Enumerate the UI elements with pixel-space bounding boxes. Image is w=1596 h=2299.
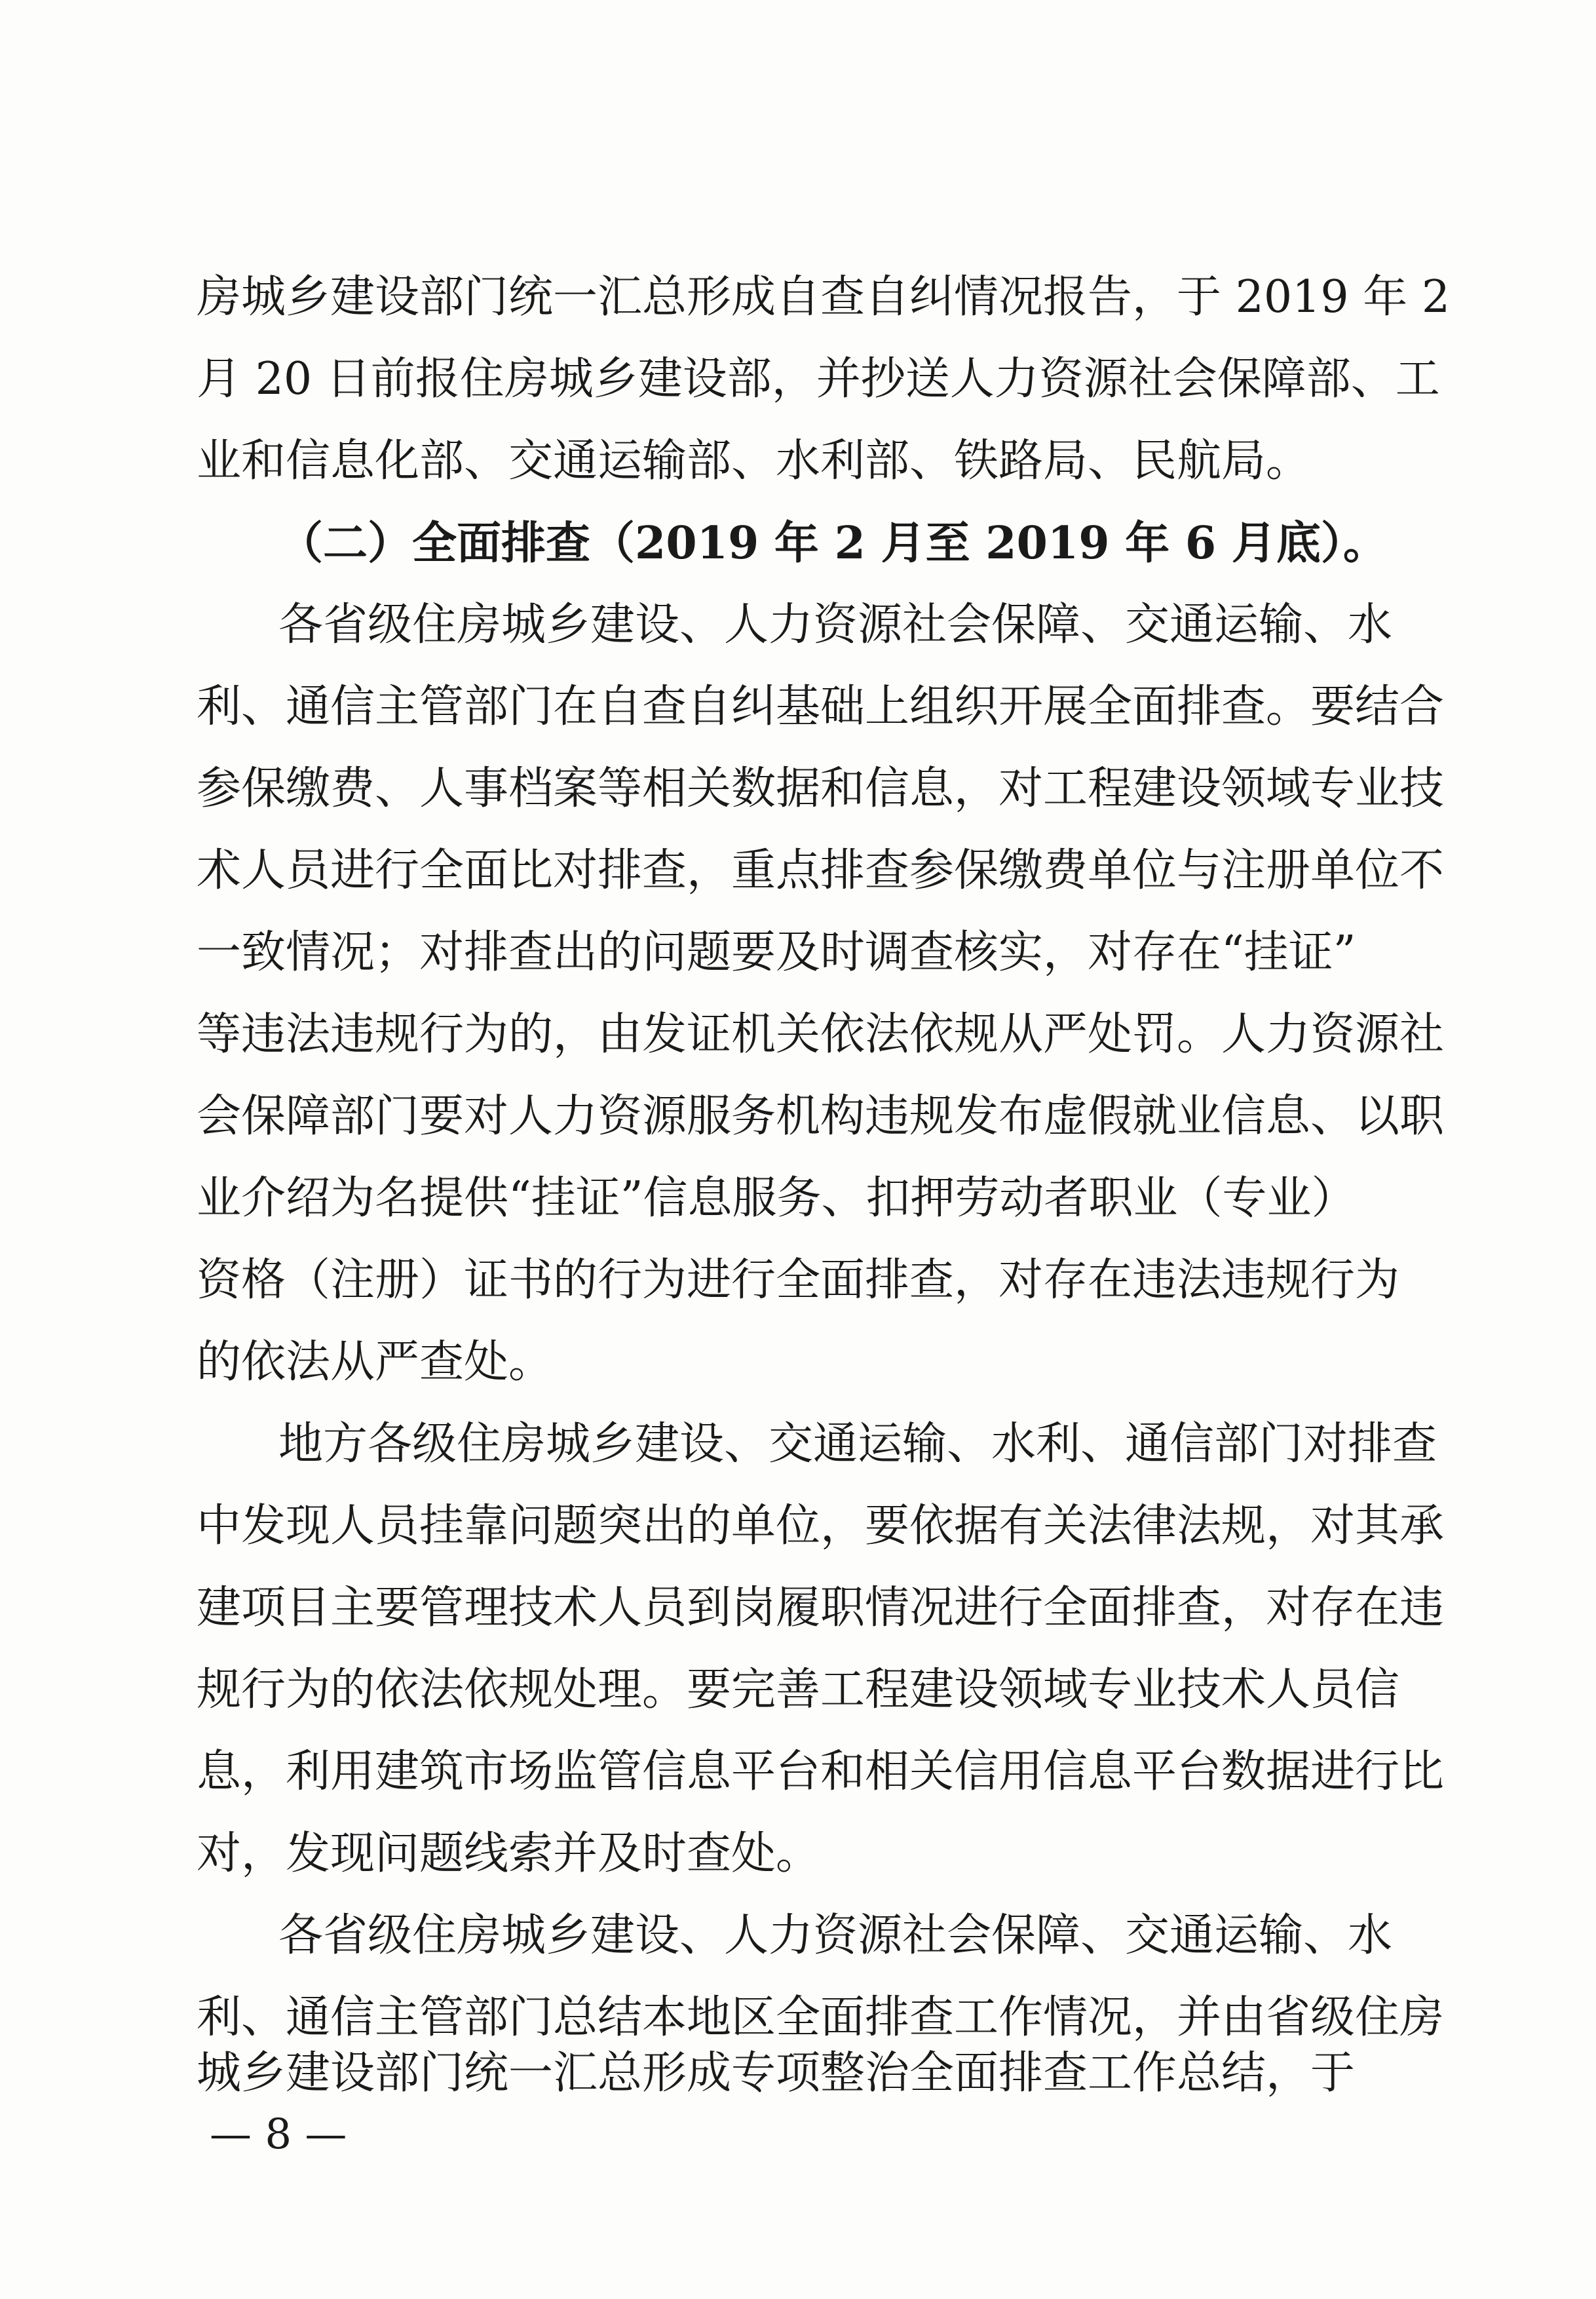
- paragraph-2-line-3: 建项目主要管理技术人员到岗履职情况进行全面排查，对存在违: [197, 1582, 1445, 1634]
- text-line-2: 月 20 日前报住房城乡建设部，并抄送人力资源社会保障部、工: [197, 353, 1440, 405]
- paragraph-1-line-7: 会保障部门要对人力资源服务机构违规发布虚假就业信息、以职: [197, 1091, 1445, 1142]
- paragraph-1-line-2: 利、通信主管部门在自查自纠基础上组织开展全面排查。要结合: [197, 681, 1445, 733]
- paragraph-3-line-2: 利、通信主管部门总结本地区全面排查工作情况，并由省级住房: [197, 1992, 1445, 2043]
- paragraph-2-line-1: 地方各级住房城乡建设、交通运输、水利、通信部门对排查: [278, 1418, 1437, 1470]
- paragraph-2-line-5: 息，利用建筑市场监管信息平台和相关信用信息平台数据进行比: [197, 1746, 1445, 1798]
- paragraph-1-line-4: 术人员进行全面比对排查，重点排查参保缴费单位与注册单位不: [197, 845, 1445, 897]
- paragraph-1-line-3: 参保缴费、人事档案等相关数据和信息，对工程建设领域专业技: [197, 763, 1445, 815]
- paragraph-1-line-5: 一致情况；对排查出的问题要及时调查核实，对存在“挂证”: [197, 927, 1356, 978]
- paragraph-1-line-10: 的依法从严查处。: [197, 1336, 554, 1388]
- paragraph-2-line-2: 中发现人员挂靠问题突出的单位，要依据有关法律法规，对其承: [197, 1500, 1445, 1552]
- paragraph-1-line-9: 资格（注册）证书的行为进行全面排查，对存在违法违规行为: [197, 1254, 1400, 1306]
- paragraph-1-line-6: 等违法违规行为的，由发证机关依法依规从严处罚。人力资源社: [197, 1009, 1445, 1060]
- section-heading: （二）全面排查（2019 年 2 月至 2019 年 6 月底）。: [278, 517, 1388, 570]
- paragraph-1-line-1: 各省级住房城乡建设、人力资源社会保障、交通运输、水: [278, 599, 1393, 651]
- paragraph-2-line-4: 规行为的依法依规处理。要完善工程建设领域专业技术人员信: [197, 1664, 1400, 1716]
- paragraph-2-line-6: 对，发现问题线索并及时查处。: [197, 1828, 821, 1880]
- text-line-1: 房城乡建设部门统一汇总形成自查自纠情况报告，于 2019 年 2: [197, 271, 1451, 323]
- text-line-3: 业和信息化部、交通运输部、水利部、铁路局、民航局。: [197, 435, 1311, 487]
- page-number: — 8 —: [210, 2110, 347, 2159]
- paragraph-1-line-8: 业介绍为名提供“挂证”信息服务、扣押劳动者职业（专业）: [197, 1172, 1356, 1224]
- paragraph-3-line-1: 各省级住房城乡建设、人力资源社会保障、交通运输、水: [278, 1910, 1393, 1961]
- paragraph-3-line-3: 城乡建设部门统一汇总形成专项整治全面排查工作总结，于: [197, 2047, 1356, 2099]
